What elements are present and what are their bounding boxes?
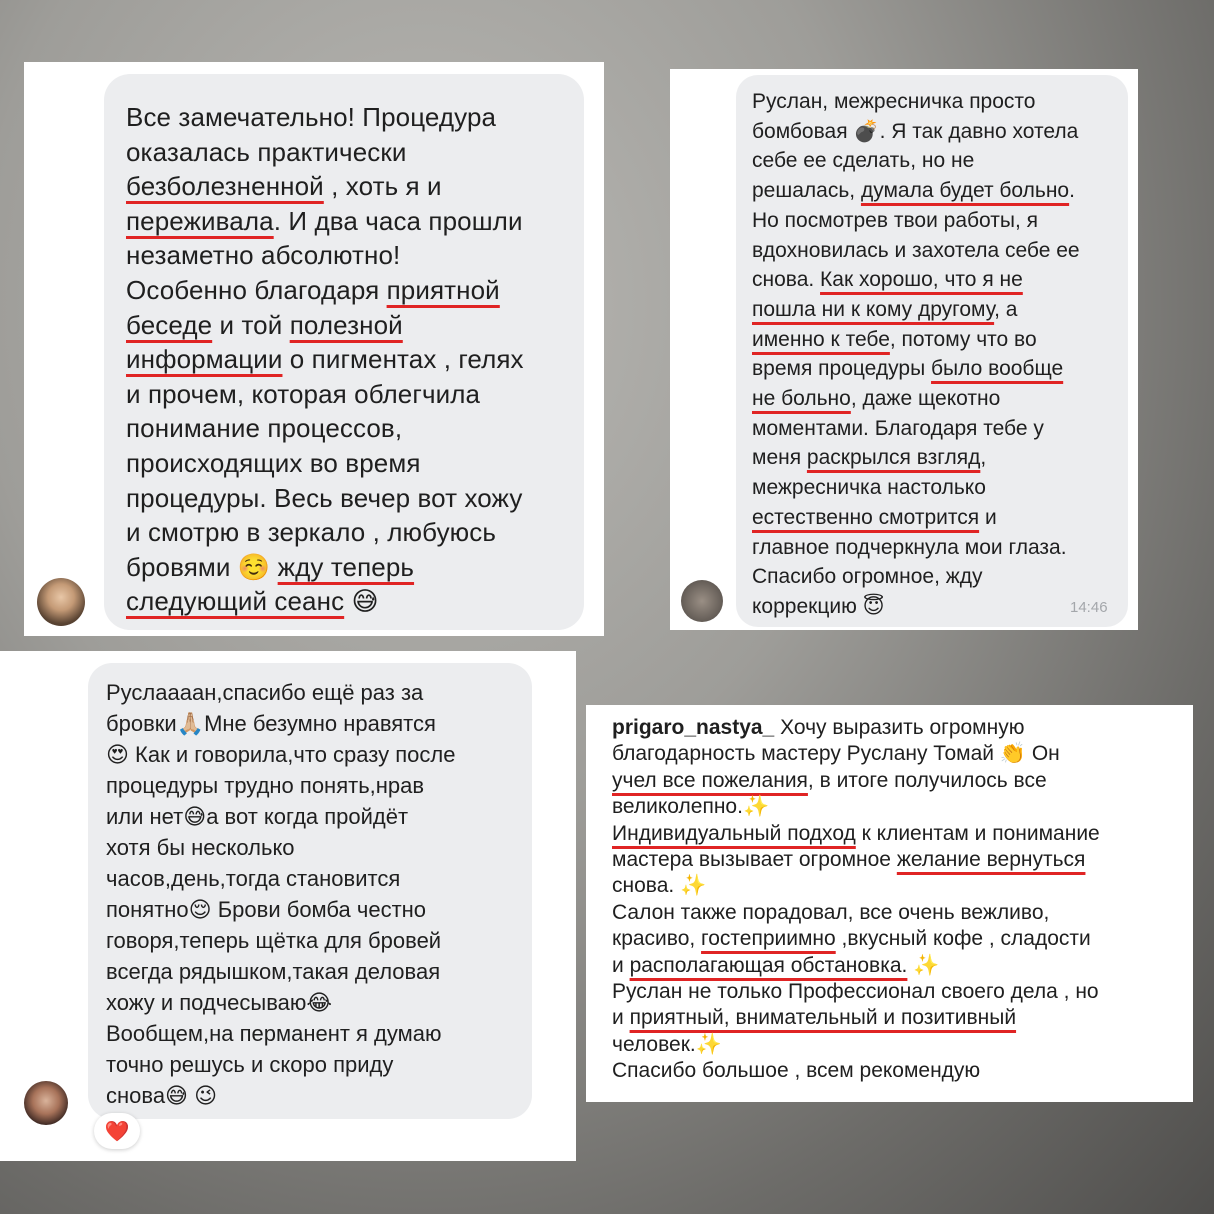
text-line bbox=[752, 562, 1128, 592]
text-segment: , в итоге получилось все bbox=[807, 768, 1047, 792]
message-text bbox=[126, 100, 584, 619]
underlined-phrase: переживала bbox=[126, 205, 274, 236]
text-segment: бомбовая 💣. Я так давно хотела bbox=[752, 119, 1079, 143]
text-segment: себе ее сделать, но не bbox=[752, 149, 975, 173]
underlined-phrase: не больно bbox=[752, 387, 851, 411]
comment-text bbox=[612, 715, 1100, 1085]
text-segment: главное подчеркнула мои глаза. bbox=[752, 535, 1067, 559]
text-segment: , хоть я и bbox=[323, 171, 442, 202]
text-segment: говоря,теперь щётка для бровей bbox=[106, 928, 442, 953]
text-line bbox=[126, 169, 584, 204]
underlined-phrase: полезной bbox=[289, 309, 403, 340]
text-segment: . И два часа прошли bbox=[273, 205, 523, 236]
text-line bbox=[752, 206, 1128, 236]
avatar[interactable] bbox=[24, 1081, 68, 1125]
text-segment: и bbox=[979, 505, 997, 529]
review-card-2 bbox=[670, 69, 1138, 630]
text-line bbox=[612, 926, 1100, 952]
text-line bbox=[752, 87, 1128, 117]
text-segment: Руслан, межресничка просто bbox=[752, 90, 1036, 113]
text-line bbox=[126, 377, 584, 412]
text-segment: хотя бы несколько bbox=[106, 835, 295, 860]
text-line bbox=[612, 794, 1100, 820]
underlined-phrase: было вообще bbox=[931, 357, 1064, 381]
text-line bbox=[612, 768, 1100, 794]
text-line bbox=[752, 503, 1128, 533]
text-segment: всегда рядышком,такая деловая bbox=[106, 959, 441, 984]
message-time: 14:46 bbox=[1070, 599, 1108, 616]
text-line bbox=[612, 953, 1100, 979]
heart-reaction-icon[interactable]: ❤️ bbox=[94, 1113, 140, 1149]
underlined-phrase: Индивидуальный подход bbox=[612, 821, 856, 845]
text-segment: Особенно благодаря bbox=[126, 274, 387, 305]
text-segment: межресничка настолько bbox=[752, 476, 986, 500]
review-card-1 bbox=[24, 62, 604, 636]
text-segment: точно решусь и скоро приду bbox=[106, 1052, 394, 1077]
text-line bbox=[126, 204, 584, 239]
text-segment: процедуры. Весь вечер вот хожу bbox=[126, 482, 523, 513]
underlined-phrase: учел все пожелания bbox=[612, 768, 808, 792]
text-segment: о пигментах , гелях bbox=[282, 344, 524, 375]
text-segment: коррекцию 😇 bbox=[752, 594, 885, 618]
text-segment: Салон также порадовал, все очень вежливо, bbox=[612, 900, 1050, 924]
text-line bbox=[752, 473, 1128, 503]
review-card-4 bbox=[586, 705, 1193, 1102]
text-segment: 😍 Как и говорила,что сразу после bbox=[106, 742, 456, 767]
text-line bbox=[752, 384, 1128, 414]
text-segment: снова. ✨ bbox=[612, 874, 707, 898]
text-line bbox=[612, 1005, 1100, 1031]
text-segment: великолепно.✨ bbox=[612, 795, 770, 819]
text-line bbox=[106, 863, 532, 894]
underlined-phrase: раскрылся взгляд bbox=[806, 446, 981, 470]
text-line bbox=[106, 894, 532, 925]
underlined-phrase: безболезненной bbox=[126, 171, 324, 202]
text-line bbox=[126, 550, 584, 585]
text-line bbox=[752, 325, 1128, 355]
text-segment: или нет😅а вот когда пройдёт bbox=[106, 804, 409, 829]
text-segment: бровями ☺️ bbox=[126, 551, 278, 582]
text-segment: Хочу выразить огромную bbox=[774, 716, 1025, 739]
text-line bbox=[106, 832, 532, 863]
text-line bbox=[106, 1018, 532, 1049]
text-line bbox=[752, 414, 1128, 444]
text-segment: человек.✨ bbox=[612, 1032, 722, 1056]
text-segment: Вообщем,на перманент я думаю bbox=[106, 1021, 442, 1046]
text-segment: , потому что во bbox=[889, 327, 1037, 351]
text-segment: Руслаааан,спасибо ещё раз за bbox=[106, 680, 424, 705]
underlined-phrase: следующий сеанс bbox=[126, 586, 345, 617]
text-segment: ✨ bbox=[907, 953, 940, 977]
text-segment: ,вкусный кофе , сладости bbox=[835, 927, 1091, 951]
text-segment: Но посмотрев твои работы, я bbox=[752, 208, 1038, 232]
text-segment: снова😅 😉 bbox=[106, 1083, 218, 1108]
text-segment: снова. bbox=[752, 268, 821, 292]
text-line bbox=[126, 515, 584, 550]
text-segment: , а bbox=[994, 297, 1018, 321]
text-segment: понятно😌 Брови бомба честно bbox=[106, 897, 427, 922]
text-line bbox=[106, 770, 532, 801]
text-line bbox=[126, 238, 584, 273]
text-line bbox=[612, 979, 1100, 1005]
text-segment: часов,день,тогда становится bbox=[106, 866, 401, 891]
underlined-phrase: гостеприимно bbox=[701, 927, 836, 951]
text-segment: и той bbox=[212, 309, 290, 340]
message-bubble[interactable] bbox=[104, 74, 584, 630]
underlined-phrase: приятный, внимательный и позитивный bbox=[629, 1006, 1017, 1030]
text-segment: 😅 bbox=[344, 586, 379, 617]
text-line bbox=[752, 236, 1128, 266]
text-segment: вдохновилась и захотела себе ее bbox=[752, 238, 1080, 262]
underlined-phrase: именно к тебе bbox=[752, 327, 890, 351]
text-segment: время процедуры bbox=[752, 357, 932, 381]
text-line bbox=[106, 925, 532, 956]
text-line bbox=[126, 100, 584, 135]
text-line bbox=[126, 342, 584, 377]
text-line bbox=[752, 117, 1128, 147]
text-line bbox=[612, 1032, 1100, 1058]
text-line bbox=[106, 708, 532, 739]
underlined-phrase: беседе bbox=[126, 309, 213, 340]
underlined-phrase: Как хорошо, что я не bbox=[820, 268, 1023, 292]
underlined-phrase: желание вернуться bbox=[896, 848, 1086, 872]
text-segment: понимание процессов, bbox=[126, 413, 403, 444]
text-segment: Спасибо огромное, жду bbox=[752, 565, 983, 589]
text-segment: происходящих во время bbox=[126, 447, 421, 478]
underlined-phrase: информации bbox=[126, 344, 283, 375]
underlined-phrase: жду теперь bbox=[277, 551, 415, 582]
text-line bbox=[612, 715, 1100, 741]
text-line bbox=[106, 801, 532, 832]
text-line bbox=[126, 446, 584, 481]
underlined-phrase: располагающая обстановка. bbox=[629, 953, 908, 977]
text-line bbox=[612, 1058, 1100, 1084]
text-segment: к клиентам и понимание bbox=[855, 821, 1100, 845]
text-line bbox=[126, 273, 584, 308]
text-segment: мастера вызывает огромное bbox=[612, 848, 897, 872]
text-segment: Все замечательно! Процедура bbox=[126, 102, 497, 132]
text-segment: моментами. Благодаря тебе у bbox=[752, 416, 1044, 440]
text-line bbox=[752, 265, 1128, 295]
text-segment: процедуры трудно понять,нрав bbox=[106, 773, 425, 798]
avatar[interactable] bbox=[37, 578, 85, 626]
text-line bbox=[612, 821, 1100, 847]
username-link[interactable]: prigaro_nastya_ bbox=[612, 716, 775, 739]
text-line bbox=[106, 739, 532, 770]
text-segment: . bbox=[1069, 179, 1075, 203]
text-line bbox=[106, 1080, 532, 1111]
message-bubble[interactable] bbox=[88, 663, 532, 1119]
message-text bbox=[106, 677, 532, 1111]
text-line bbox=[752, 146, 1128, 176]
text-line bbox=[106, 987, 532, 1018]
text-line bbox=[106, 677, 532, 708]
text-line bbox=[126, 481, 584, 516]
underlined-phrase: пошла ни к кому другому bbox=[752, 297, 995, 321]
text-line bbox=[106, 1049, 532, 1080]
text-line bbox=[106, 956, 532, 987]
text-segment: и bbox=[612, 1006, 630, 1030]
avatar[interactable] bbox=[681, 580, 723, 622]
text-line bbox=[126, 584, 584, 619]
text-segment: и смотрю в зеркало , любуюсь bbox=[126, 517, 497, 548]
text-line bbox=[752, 176, 1128, 206]
text-line bbox=[752, 295, 1128, 325]
text-segment: бровки🙏🏼Мне безумно нравятся bbox=[106, 711, 436, 736]
text-segment: благодарность мастеру Руслану Томай 👏 Он bbox=[612, 742, 1060, 766]
underlined-phrase: естественно смотрится bbox=[752, 505, 980, 529]
text-segment: незаметно абсолютно! bbox=[126, 240, 401, 271]
text-line bbox=[612, 873, 1100, 899]
text-segment: Руслан не только Профессионал своего дела , но bbox=[612, 980, 1099, 1004]
underlined-phrase: думала будет больно bbox=[860, 179, 1070, 203]
text-segment: и прочем, которая облегчила bbox=[126, 378, 481, 409]
text-line bbox=[126, 135, 584, 170]
text-segment: решалась, bbox=[752, 179, 861, 203]
text-line bbox=[126, 308, 584, 343]
text-line bbox=[752, 443, 1128, 473]
review-card-3 bbox=[0, 651, 576, 1161]
message-bubble[interactable] bbox=[736, 75, 1128, 627]
text-line bbox=[612, 741, 1100, 767]
text-segment: хожу и подчесываю😂 bbox=[106, 990, 333, 1015]
text-line bbox=[752, 533, 1128, 563]
text-segment: оказалась практически bbox=[126, 136, 407, 167]
text-segment: и bbox=[612, 953, 630, 977]
text-line bbox=[126, 411, 584, 446]
message-text bbox=[752, 87, 1128, 622]
text-line bbox=[612, 847, 1100, 873]
text-line bbox=[752, 354, 1128, 384]
underlined-phrase: приятной bbox=[386, 274, 500, 305]
text-segment: , bbox=[980, 446, 987, 470]
text-segment: , даже щекотно bbox=[850, 387, 1001, 411]
text-segment: меня bbox=[752, 446, 807, 470]
text-segment: Спасибо большое , всем рекомендую bbox=[612, 1059, 981, 1083]
text-segment: красиво, bbox=[612, 927, 702, 951]
text-line bbox=[612, 900, 1100, 926]
